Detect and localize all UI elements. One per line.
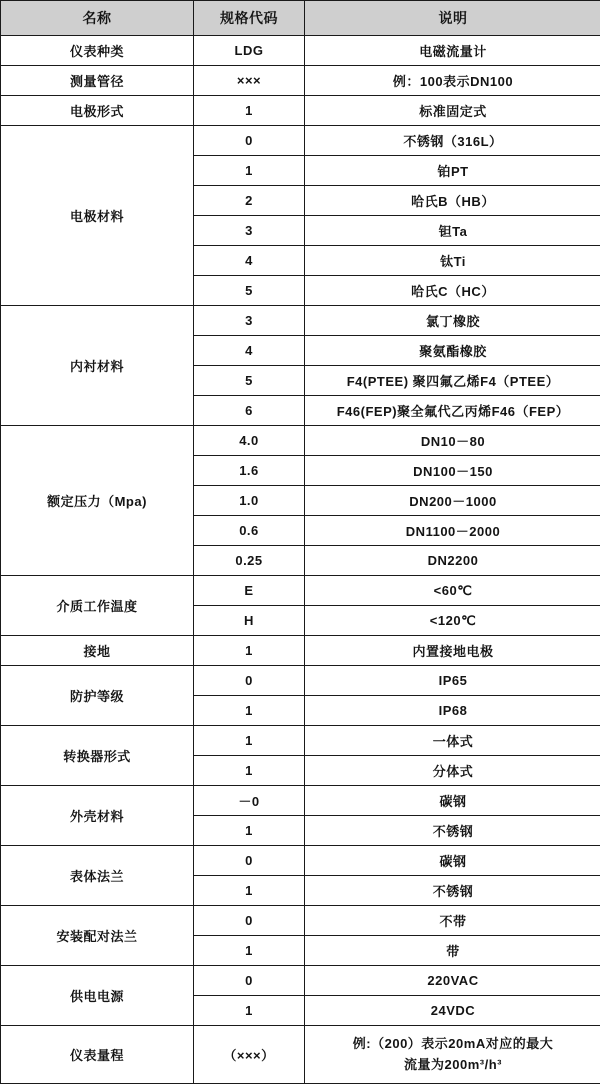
cell-name: 电极形式 [1, 96, 194, 126]
cell-code: 0 [194, 966, 305, 996]
cell-description: 钛Ti [305, 246, 600, 276]
cell-code: 1 [194, 96, 305, 126]
table-row [1, 126, 600, 156]
cell-description: 钽Ta [305, 216, 600, 246]
cell-code: 6 [194, 396, 305, 426]
cell-code: 1 [194, 156, 305, 186]
cell-code: 5 [194, 276, 305, 306]
header-desc: 说明 [305, 1, 600, 36]
cell-name: 防护等级 [1, 666, 194, 726]
table-body [1, 36, 600, 1084]
cell-description: 内置接地电极 [305, 636, 600, 666]
cell-description: DN200－1000 [305, 486, 600, 516]
cell-description: DN1100－2000 [305, 516, 600, 546]
table-row [1, 96, 600, 126]
cell-description: 哈氏B（HB） [305, 186, 600, 216]
cell-description: 氯丁橡胶 [305, 306, 600, 336]
cell-description: 不锈钢 [305, 876, 600, 906]
table-row [1, 636, 600, 666]
cell-description: 标准固定式 [305, 96, 600, 126]
cell-name: 仪表种类 [1, 36, 194, 66]
cell-description: 24VDC [305, 996, 600, 1026]
cell-description: 碳钢 [305, 786, 600, 816]
cell-code: 1 [194, 726, 305, 756]
cell-code: 4.0 [194, 426, 305, 456]
table-row [1, 426, 600, 456]
cell-description: 不锈钢（316L） [305, 126, 600, 156]
cell-code: 1.0 [194, 486, 305, 516]
cell-name: 转换器形式 [1, 726, 194, 786]
table-header-row [1, 1, 600, 36]
cell-description: 铂PT [305, 156, 600, 186]
cell-code: 1 [194, 756, 305, 786]
cell-code: 1 [194, 696, 305, 726]
cell-code: 4 [194, 246, 305, 276]
cell-description: 220VAC [305, 966, 600, 996]
cell-code: －0 [194, 786, 305, 816]
cell-name: 安装配对法兰 [1, 906, 194, 966]
cell-description: 分体式 [305, 756, 600, 786]
table-header [1, 1, 600, 36]
cell-description: IP68 [305, 696, 600, 726]
cell-code: 0 [194, 906, 305, 936]
cell-code: 0 [194, 126, 305, 156]
cell-name: 介质工作温度 [1, 576, 194, 636]
cell-description: DN2200 [305, 546, 600, 576]
table-row [1, 1026, 600, 1084]
table-row [1, 966, 600, 996]
table-row [1, 846, 600, 876]
cell-code: 0.25 [194, 546, 305, 576]
cell-description: 电磁流量计 [305, 36, 600, 66]
cell-name: 测量管径 [1, 66, 194, 96]
cell-name: 表体法兰 [1, 846, 194, 906]
cell-name: 外壳材料 [1, 786, 194, 846]
cell-description: 碳钢 [305, 846, 600, 876]
cell-description: F46(FEP)聚全氟代乙丙烯F46（FEP） [305, 396, 600, 426]
cell-name: 供电电源 [1, 966, 194, 1026]
cell-description-line: 例:（200）表示20mA对应的最大 [307, 1034, 599, 1054]
cell-name: 额定压力（Mpa) [1, 426, 194, 576]
cell-code: （×××） [194, 1026, 305, 1084]
table-row [1, 786, 600, 816]
table-row [1, 306, 600, 336]
cell-code: 3 [194, 216, 305, 246]
cell-description [305, 1026, 600, 1084]
cell-description: 不带 [305, 906, 600, 936]
cell-code: 0 [194, 666, 305, 696]
cell-code: 1 [194, 876, 305, 906]
cell-description-line: 流量为200m³/h³ [307, 1055, 599, 1075]
cell-name: 内衬材料 [1, 306, 194, 426]
cell-code: 2 [194, 186, 305, 216]
table-row [1, 36, 600, 66]
cell-code: 1 [194, 936, 305, 966]
cell-code: H [194, 606, 305, 636]
header-name: 名称 [1, 1, 194, 36]
cell-code: 0 [194, 846, 305, 876]
cell-description: 不锈钢 [305, 816, 600, 846]
cell-description: 一体式 [305, 726, 600, 756]
cell-code: 1 [194, 816, 305, 846]
cell-code: ××× [194, 66, 305, 96]
cell-description: F4(PTEE) 聚四氟乙烯F4（PTEE） [305, 366, 600, 396]
header-code: 规格代码 [194, 1, 305, 36]
table-row [1, 666, 600, 696]
cell-description: 带 [305, 936, 600, 966]
cell-code: 1.6 [194, 456, 305, 486]
cell-description: 聚氨酯橡胶 [305, 336, 600, 366]
cell-name: 接地 [1, 636, 194, 666]
cell-description: DN100－150 [305, 456, 600, 486]
cell-code: 1 [194, 636, 305, 666]
table-row [1, 66, 600, 96]
cell-code: 4 [194, 336, 305, 366]
cell-code: LDG [194, 36, 305, 66]
cell-description: IP65 [305, 666, 600, 696]
table-row [1, 726, 600, 756]
cell-name: 仪表量程 [1, 1026, 194, 1084]
cell-code: 5 [194, 366, 305, 396]
cell-name: 电极材料 [1, 126, 194, 306]
cell-description: <60℃ [305, 576, 600, 606]
cell-description: <120℃ [305, 606, 600, 636]
cell-code: 0.6 [194, 516, 305, 546]
cell-code: 1 [194, 996, 305, 1026]
cell-description: 例：100表示DN100 [305, 66, 600, 96]
cell-code: 3 [194, 306, 305, 336]
cell-code: E [194, 576, 305, 606]
cell-description: 哈氏C（HC） [305, 276, 600, 306]
table-row [1, 906, 600, 936]
table-row [1, 576, 600, 606]
cell-description: DN10－80 [305, 426, 600, 456]
